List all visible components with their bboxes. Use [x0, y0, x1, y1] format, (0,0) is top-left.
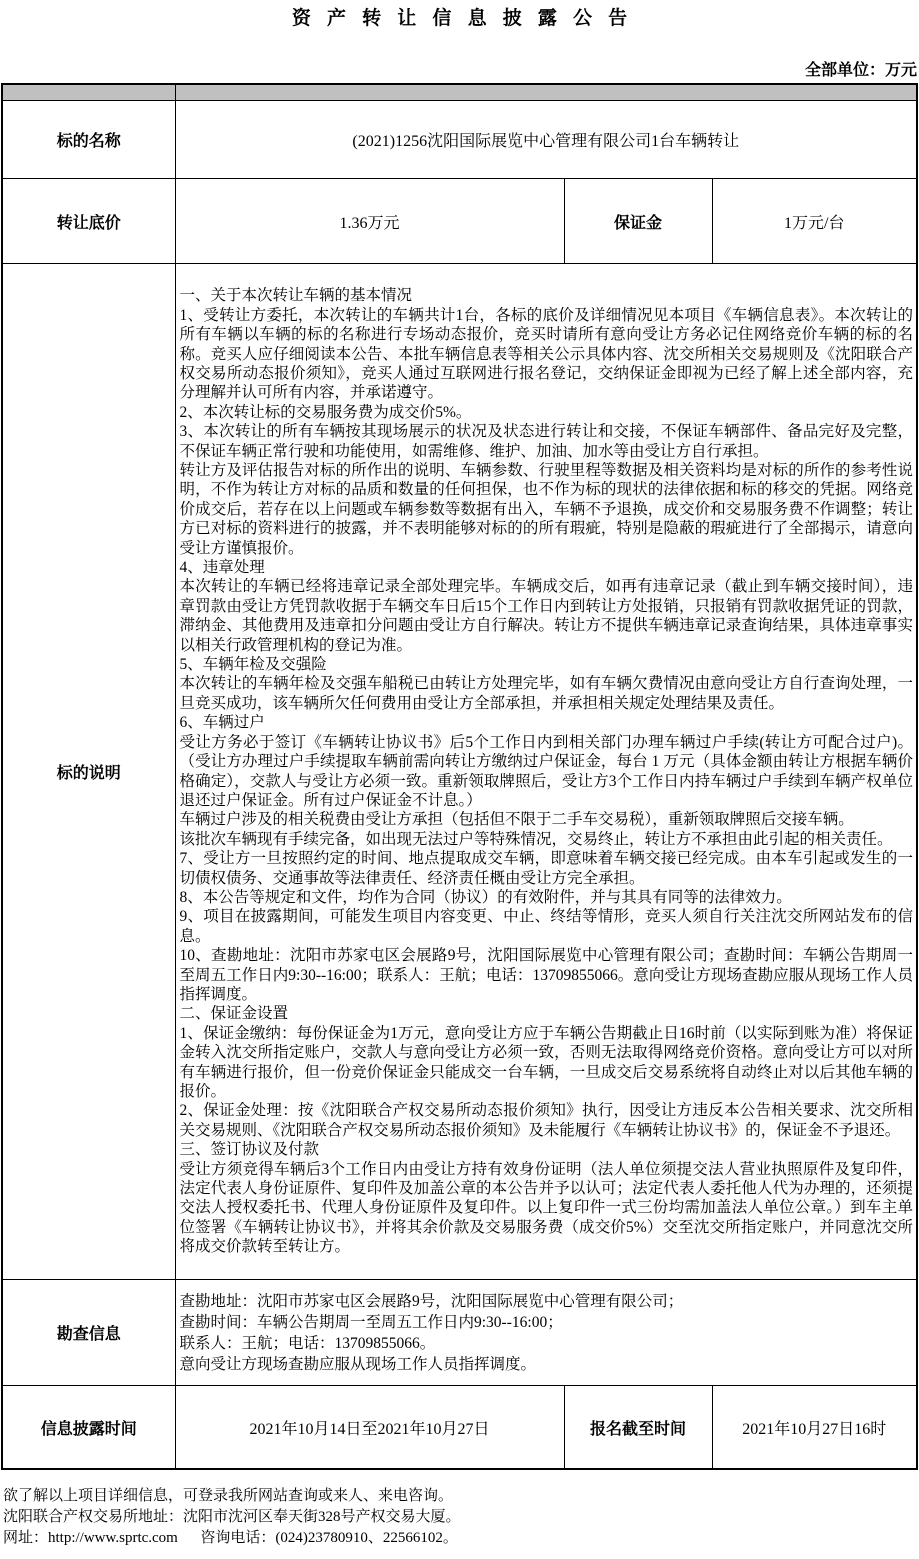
deposit-value: 1万元/台 [712, 179, 917, 264]
survey-text [176, 1289, 917, 1377]
announcement-page [0, 6, 919, 1559]
subject-name-value: (2021)1256沈阳国际展览中心管理有限公司1台车辆转让 [175, 101, 917, 179]
text-line: 一、关于本次转让车辆的基本情况 [179, 287, 413, 305]
description-cell [175, 264, 917, 1280]
text-line: 2、保证金处理：按《沈阳联合产权交易所动态报价须知》执行，因受让方违反本公告相关要求、沈交所相关交易规则、《沈阳联合产权交易所动态报价须知》及未能履行《车辆转让协议书》的，保证金不予退还。 [179, 1102, 913, 1139]
announcement-table [1, 83, 918, 1470]
base-price-value: 1.36万元 [175, 179, 564, 264]
text-line: 6、车辆过户 [179, 714, 265, 732]
text-line: 4、违章处理 [179, 559, 265, 577]
base-price-label: 转让底价 [2, 179, 175, 264]
text-line: 受让方务必于签订《车辆转让协议书》后5个工作日内到相关部门办理车辆过户手续(转让方可配合过户)。（受让方办理过户手续提取车辆前需向转让方缴纳过户保证金，每台 1 万元（具体金额由转让方根据车辆价格确定），交款人与受让方必须一致。重新领取牌照后，受让方3个工作日内持车辆过户手续到车辆产权单位退还过户保证金。所有过户保证金不计息。） [179, 733, 913, 809]
disclosure-period-value: 2021年10月14日至2021年10月27日 [175, 1386, 564, 1470]
text-line: 转让方及评估报告对标的所作出的说明、车辆参数、行驶里程等数据及相关资料均是对标的所作的参考性说明，不作为转让方对标的品质和数量的任何担保，也不作为标的现状的法律依据和标的移交的凭据。网络竞价成交后，若存在以上问题或车辆参数等数据有出入，车辆不予退换，成交价和交易服务费不作调整；转让方已对标的资料进行的披露，并不表明能够对标的的所有瑕疵，特别是隐蔽的瑕疵进行了全部揭示，请意向受让方谨慎报价。 [179, 462, 913, 557]
text-line: 5、车辆年检及交强险 [179, 656, 327, 674]
text-line: 沈阳联合产权交易所地址：沈阳市沈河区奉天街328号产权交易大厦。 [3, 1509, 461, 1525]
description-row [2, 264, 917, 1280]
text-line: 受让方须竞得车辆后3个工作日内由受让方持有效身份证明（法人单位须提交法人营业执照原件及复印件，法定代表人身份证原件、复印件及加盖公章的本公告并予以认可；法定代表人委托他人代为办理的，还须提交法人授权委托书、代理人身份证原件及复印件。以上复印件一式三份均需加盖法人单位公章。）到车主单位签署《车辆转让协议书》，并将其余价款及交易服务费（成交价5%）交至沈交所指定账户，并同意沈交所将成交价款转至转让方。 [179, 1160, 913, 1256]
survey-cell [175, 1280, 917, 1386]
footer-notes [3, 1486, 919, 1549]
text-line: 网址：http://www.sprtc.com 咨询电话：(024)23780910、22566102。 [3, 1530, 458, 1546]
text-line: 本次转让的车辆已经将违章记录全部处理完毕。车辆成交后，如再有违章记录（截止到车辆交接时间），违章罚款由受让方凭罚款收据于车辆交车日后15个工作日内到转让方处报销，只报销有罚款收据凭证的罚款，滞纳金、其他费用及违章扣分问题由受让方自行解决。转让方不提供车辆违章记录查询结果，具体违章事实以相关行政管理机构的登记为准。 [179, 578, 913, 654]
text-line: 联系人：王航；电话：13709855066。 [179, 1334, 436, 1352]
description-label: 标的说明 [2, 264, 175, 1280]
text-line: 欲了解以上项目详细信息，可登录我所网站查询或来人、来电咨询。 [3, 1488, 454, 1504]
subject-name-label: 标的名称 [2, 101, 175, 179]
text-line: 7、受让方一旦按照约定的时间、地点提取成交车辆，即意味着车辆交接已经完成。由本车引起或发生的一切债权债务、交通事故等法律责任、经济责任概由受让方完全承担。 [179, 850, 913, 887]
text-line: 查勘时间：车辆公告期周一至周五工作日内9:30--16:00； [179, 1313, 563, 1331]
unit-note: 全部单位：万元 [804, 62, 917, 79]
text-line: 10、查勘地址：沈阳市苏家屯区会展路9号，沈阳国际展览中心管理有限公司；查勘时间：车辆公告期周一至周五工作日内9:30--16:00；联系人：王航；电话：13709855066。意向受让方现场查勘应服从现场工作人员指挥调度。 [179, 947, 913, 1003]
description-text [176, 284, 917, 1258]
text-line: 二、保证金设置 [179, 1005, 289, 1023]
table-header-row [2, 84, 917, 101]
text-line: 8、本公告等规定和文件，均作为合同（协议）的有效附件，并与其具有同等的法律效力。 [179, 888, 792, 906]
text-line: 3、本次转让的所有车辆按其现场展示的状况及状态进行转让和交接，不保证车辆部件、备品完好及完整，不保证车辆正常行驶和功能使用，如需维修、维护、加油、加水等由受让方自行承担。 [179, 423, 913, 460]
text-line: 1、受转让方委托，本次转让的车辆共计1台，各标的底价及详细情况见本项目《车辆信息表》。本次转让的所有车辆以车辆的标的名称进行专场动态报价，竞买时请所有意向受让方务必记住网络竞价车辆的标的名称。竞买人应仔细阅读本公告、本批车辆信息表等相关公示具体内容、沈交所相关交易规则及《沈阳联合产权交易所动态报价须知》，竞买人通过互联网进行报名登记，交纳保证金即视为已经了解上述全部内容，充分理解并认可所有内容，并承诺遵守。 [179, 306, 913, 402]
subject-name-row [2, 101, 917, 179]
page-title: 资产转让信息披露公告 [291, 8, 644, 29]
text-line: 1、保证金缴纳：每份保证金为1万元，意向受让方应于车辆公告期截止日16时前（以实际到账为准）将保证金转入沈交所指定账户，交款人与意向受让方必须一致，否则无法取得网络竞价资格。意向受让方可以对所有车辆进行报价，但一份竞价保证金只能成交一台车辆，一旦成交后交易系统将自动终止对以后其他车辆的报价。 [179, 1024, 913, 1100]
survey-label: 勘查信息 [2, 1280, 175, 1386]
text-line: 车辆过户涉及的相关税费由受让方承担（包括但不限于二手车交易税），重新领取牌照后交接车辆。 [179, 811, 854, 829]
price-row [2, 179, 917, 264]
text-line: 2、本次转让标的交易服务费为成交价5%。 [179, 403, 472, 421]
disclosure-period-label: 信息披露时间 [2, 1386, 175, 1470]
header-cell-right [175, 84, 917, 101]
survey-row [2, 1280, 917, 1386]
text-line: 查勘地址：沈阳市苏家屯区会展路9号，沈阳国际展览中心管理有限公司； [179, 1292, 684, 1310]
text-line: 意向受让方现场查勘应服从现场工作人员指挥调度。 [179, 1355, 537, 1373]
text-line: 9、项目在披露期间，可能发生项目内容变更、中止、终结等情形，竞买人须自行关注沈交所网站发布的信息。 [179, 908, 913, 945]
text-line: 本次转让的车辆年检及交强车船税已由转让方处理完毕，如有车辆欠费情况由意向受让方自行查询处理，一旦竞买成功，该车辆所欠任何费用由受让方全部承担，并承担相关规定处理结果及责任。 [179, 675, 913, 712]
registration-deadline-label: 报名截至时间 [564, 1386, 712, 1470]
header-cell-left [2, 84, 175, 101]
text-line: 该批次车辆现有手续完备，如出现无法过户等特殊情况，交易终止，转让方不承担由此引起的相关责任。 [179, 830, 893, 848]
text-line: 三、签订协议及付款 [179, 1141, 320, 1159]
deposit-label: 保证金 [564, 179, 712, 264]
registration-deadline-value: 2021年10月27日16时 [712, 1386, 917, 1470]
disclosure-time-row [2, 1386, 917, 1470]
